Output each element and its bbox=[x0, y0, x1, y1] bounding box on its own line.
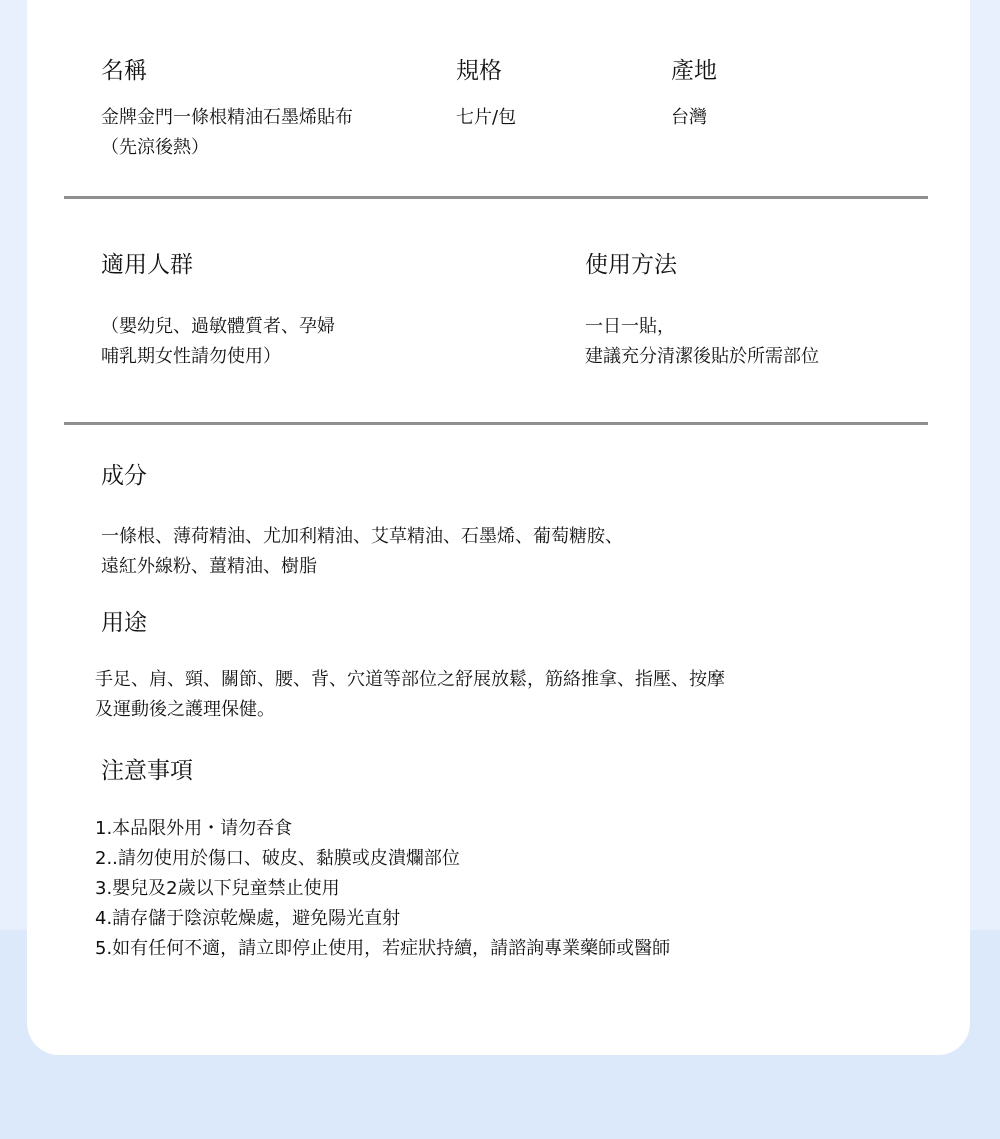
notes-item: 4.請存儲于陰涼乾燥處，避免陽光直射 bbox=[95, 908, 401, 929]
purpose-heading: 用途 bbox=[101, 610, 147, 636]
usage-line: 建議充分清潔後貼於所需部位 bbox=[585, 346, 819, 367]
name-value-line: 金牌金門一條根精油石墨烯貼布 bbox=[101, 107, 353, 128]
name-value bbox=[101, 103, 353, 163]
origin-value: 台灣 bbox=[671, 107, 707, 128]
ingredients-heading: 成分 bbox=[101, 463, 147, 489]
purpose-line: 及運動後之護理保健。 bbox=[95, 699, 275, 720]
notes-list bbox=[95, 814, 670, 964]
ingredients-line: 遠紅外線粉、薑精油、樹脂 bbox=[101, 556, 317, 577]
notes-item: 2..請勿使用於傷口、破皮、黏膜或皮潰爛部位 bbox=[95, 848, 460, 869]
target-heading: 適用人群 bbox=[101, 252, 193, 278]
target-text bbox=[101, 312, 335, 372]
divider-spec bbox=[64, 196, 928, 199]
notes-item: 3.嬰兒及2歲以下兒童禁止使用 bbox=[95, 878, 340, 899]
usage-text bbox=[585, 312, 819, 372]
notes-item: 1.本品限外用・请勿吞食 bbox=[95, 818, 293, 839]
divider-target bbox=[64, 422, 928, 425]
size-heading: 規格 bbox=[456, 58, 502, 84]
notes-heading: 注意事項 bbox=[101, 758, 193, 784]
notes-item: 5.如有任何不適，請立即停止使用，若症狀持續，請諮詢專業藥師或醫師 bbox=[95, 938, 671, 959]
target-line: （嬰幼兒、過敏體質者、孕婦 bbox=[101, 316, 335, 337]
ingredients-line: 一條根、薄荷精油、尤加利精油、艾草精油、石墨烯、葡萄糖胺、 bbox=[101, 526, 623, 547]
purpose-line: 手足、肩、頸、關節、腰、背、穴道等部位之舒展放鬆，筋絡推拿、指壓、按摩 bbox=[95, 669, 725, 690]
ingredients-text bbox=[101, 522, 623, 582]
target-line: 哺乳期女性請勿使用） bbox=[101, 346, 281, 367]
origin-heading: 產地 bbox=[671, 58, 717, 84]
usage-heading: 使用方法 bbox=[585, 252, 677, 278]
purpose-text bbox=[95, 665, 725, 725]
usage-line: 一日一貼， bbox=[585, 316, 675, 337]
name-value-sub: （先涼後熱） bbox=[101, 137, 209, 158]
name-heading: 名稱 bbox=[101, 58, 147, 84]
size-value: 七片/包 bbox=[456, 107, 517, 128]
